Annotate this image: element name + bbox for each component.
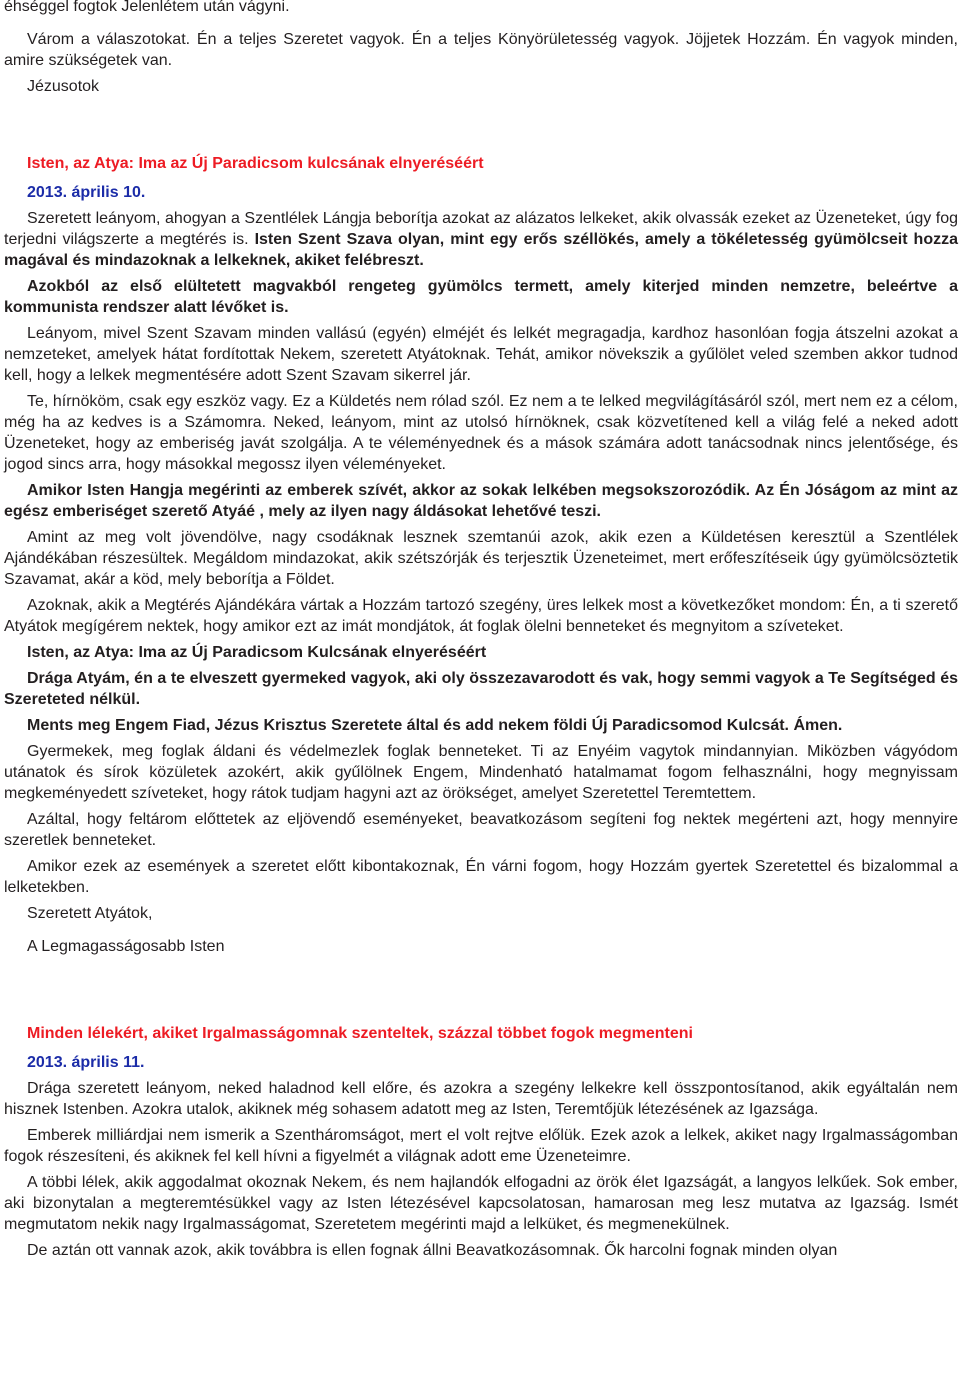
closing-line: Szeretett Atyátok,	[27, 905, 153, 922]
paragraph-6: Amint az meg volt jövendölve, nagy csodáknak lesznek szemtanúi azok, akik ezen a Küldetésen keresztül a Szentlélek Ajándékában részesültek. Megáldom mindazokat, akik szétszórják és terjesztik Üzeneteimet, mert erőfeszítéseik úgy gyümölcsöztetik Szavamat, akár a köd, mely beborítja a Földet.	[4, 529, 958, 588]
message-date-2: 2013. április 11.	[27, 1054, 145, 1071]
paragraph-13: A többi lélek, akik aggodalmat okoznak Nekem, és nem hajlandók elfogadni az örök élet Igazságát, a langyos lelkűek. Sok ember, aki bizonytalan a megteremtésükkel vagy az Isten létezésével kapcsolatosan, hamarosan meg lesz mutatva az Igazság. Ismét megmutatom nekik nagy Irgalmasságomat, Szeretetem megérinti majd a lelküket, és megmenekülnek.	[4, 1174, 958, 1233]
paragraph-4: Te, hírnököm, csak egy eszköz vagy. Ez a Küldetés nem rólad szól. Ez nem a te lelked megvilágításáról szól, mert nem ez a célom, még ha az kedves is a Számomra. Neked, leányom, mint az utolsó hírnöknek, csak közvetítened kell a világ felé a neked adott Üzeneteket, hogy az emberiség javát szolgálja. A te véleményednek és a mások számára adott tanácsodnak nincs jelentősége, és jogod sincs arra, hogy másokkal megossz ilyen véleményeket.	[4, 393, 958, 473]
paragraph-3: Leányom, mivel Szent Szavam minden vallású (egyén) elméjét és lelkét megragadja, kardhoz hasonlóan fogja átszelni azokat a nemzeteket, amelyek hátat fordítottak Nekem, szeretett Atyátoknak. Tehát, amikor növekszik a gyűlölet veled szemben akkor tudnod kell, hogy a lelkek megmentésére adott Szent Szavam sikerrel jár.	[4, 325, 958, 384]
message-title-2: Minden lélekért, akiket Irgalmasságomnak szenteltek, százzal többet fogok megmenteni	[27, 1025, 693, 1042]
paragraph-10: Amikor ezek az események a szeretet előtt kibontakoznak, Én várni fogom, hogy Hozzám gyertek Szeretettel és bizalommal a lelketekben.	[4, 858, 958, 896]
prayer-paragraph-2: Ments meg Engem Fiad, Jézus Krisztus Szeretete által és add nekem földi Új Paradicsomod Kulcsát. Ámen.	[27, 717, 843, 734]
paragraph-8: Gyermekek, meg foglak áldani és védelmezlek foglak benneteket. Ti az Enyéim vagytok mindannyian. Miközben vágyódom utánatok és sírok közületek azokért, akik gyűlölnek Engem, Mindenható hatalmamat fogom felhasználni, hogy megnyissam megkeményedett szíveteket, hogy rátok tudjam hagyni azt az örökséget, amelyet Szeretettel Teremtettem.	[4, 743, 958, 802]
prayer-paragraph-1: Drága Atyám, én a te elveszett gyermeked vagyok, aki oly összezavarodott és vak, hogy semmi vagyok a Te Segítséged és Szereteted nélkül.	[4, 670, 958, 708]
prayer-title: Isten, az Atya: Ima az Új Paradicsom Kulcsának elnyeréséért	[27, 644, 487, 661]
paragraph-1-normal: Szeretett leányom, ahogyan a Szentlélek Lángja beborítja azokat az alázatos lelkeket, akik olvassák ezeket az Üzeneteket, úgy fog terjedni világszerte a megtérés is.	[4, 210, 958, 248]
signature-jesus: Jézusotok	[27, 78, 100, 95]
intro-paragraph: Várom a válaszotokat. Én a teljes Szeretet vagyok. Én a teljes Könyörületesség vagyok. Jöjjetek Hozzám. Én vagyok minden, amire szükségetek van.	[4, 31, 958, 69]
paragraph-1-bold: Isten Szent Szava olyan, mint egy erős széllökés, amely a tökéletesség gyümölcseit hozza magával és mindazoknak a lelkeknek, akiket felébreszt.	[4, 231, 958, 269]
paragraph-1	[4, 208, 958, 271]
paragraph-2: Azokból az első elültetett magvakból rengeteg gyümölcs termett, amely kiterjed minden nemzetre, beleértve a kommunista rendszer alatt lévőket is.	[4, 278, 958, 316]
message-date-1: 2013. április 10.	[27, 184, 146, 201]
message-title-1: Isten, az Atya: Ima az Új Paradicsom kulcsának elnyeréséért	[27, 155, 484, 172]
signature-line: A Legmagasságosabb Isten	[27, 938, 225, 955]
paragraph-14: De aztán ott vannak azok, akik továbbra is ellen fognak állni Beavatkozásomnak. Ők harcolni fognak minden olyan	[27, 1242, 838, 1259]
paragraph-11: Drága szeretett leányom, neked haladnod kell előre, és azokra a szegény lelkekre kell összpontosítanod, akik egyáltalán nem hisznek Istenben. Azokra utalok, akiknek még sohasem adatott meg az Isten, Teremtőjük létezésének az Igazsága.	[4, 1080, 958, 1118]
continued-line: éhséggel fogtok Jelenlétem után vágyni.	[4, 0, 290, 15]
paragraph-5: Amikor Isten Hangja megérinti az emberek szívét, akkor az sokak lelkében megsokszorozódik. Az Én Jóságom az mint az egész emberiséget szerető Atyáé , mely az ilyen nagy áldásokat lehetővé teszi.	[4, 482, 958, 520]
paragraph-12: Emberek milliárdjai nem ismerik a Szentháromságot, mert el volt rejtve előlük. Ezek azok a lelkek, akiket nagy Irgalmasságomban fogok részesíteni, és akiknek fel kell hívni a figyelmét a világnak adott eme Üzeneteimre.	[4, 1127, 958, 1165]
paragraph-9: Azáltal, hogy feltárom előttetek az eljövendő eseményeket, beavatkozásom segíteni fog nektek megérteni azt, hogy mennyire szeretlek benneteket.	[4, 811, 958, 849]
paragraph-7: Azoknak, akik a Megtérés Ajándékára vártak a Hozzám tartozó szegény, üres lelkek most a következőket mondom: Én, a ti szerető Atyátok megígérem nektek, hogy amikor ezt az imát mondjátok, át foglak ölelni benneteket és megnyitom a szíveteket.	[4, 597, 958, 635]
